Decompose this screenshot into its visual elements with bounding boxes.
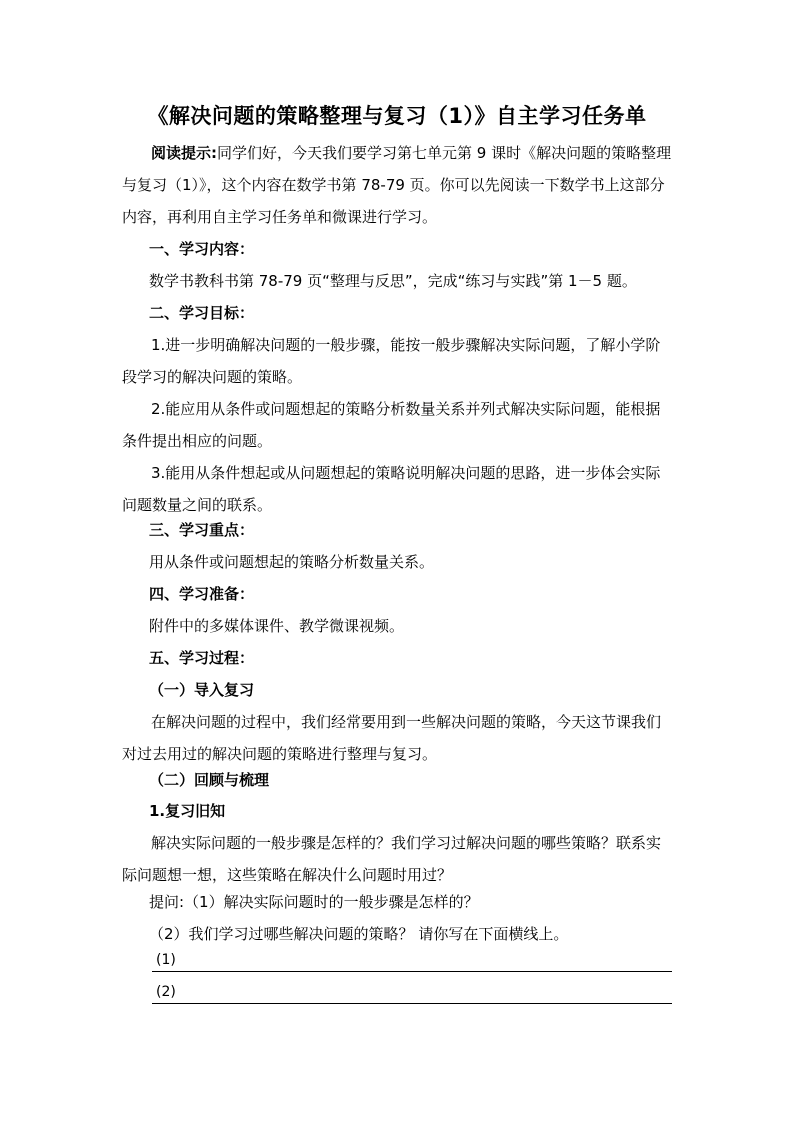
process-heading: 五、学习过程：	[149, 649, 255, 667]
answer-line-2-label: (2)	[156, 984, 176, 1000]
review-heading: 1.复习旧知	[149, 802, 226, 820]
step1-heading: （一）导入复习	[149, 681, 255, 699]
review-text: 解决实际问题的一般步骤是怎样的？我们学习过解决问题的哪些策略？联系实际问题想一想，这些策略在解决什么问题时用过？	[122, 834, 662, 884]
answer-line-1[interactable]	[152, 950, 672, 972]
focus-heading: 三、学习重点：	[149, 521, 255, 539]
page-title: 《解决问题的策略整理与复习（1）》自主学习任务单	[147, 104, 647, 128]
question-1: 提问:（1）解决实际问题时的一般步骤是怎样的？	[149, 893, 479, 911]
goal-1: 1.进一步明确解决问题的一般步骤，能按一般步骤解决实际问题，了解小学阶段学习的解决问题的策略。	[122, 336, 661, 386]
goal-3: 3.能用从条件想起或从问题想起的策略说明解决问题的思路，进一步体会实际问题数量之间的联系。	[122, 464, 661, 514]
reading-tip-text: 同学们好，今天我们要学习第七单元第 9 课时《解决问题的策略整理与复习（1）》，这个内容在数学书第 78-79 页。你可以先阅读一下数学书上这部分内容，再利用自主学习任务单和微课进行学习。	[122, 144, 672, 226]
question-2: （2）我们学习过哪些解决问题的策略？ 请你写在下面横线上。	[149, 925, 569, 943]
step1-text: 在解决问题的过程中，我们经常要用到一些解决问题的策略，今天这节课我们对过去用过的解决问题的策略进行整理与复习。	[122, 713, 662, 763]
prep-text: 附件中的多媒体课件、教学微课视频。	[149, 617, 405, 635]
content-text: 数学书教科书第 78-79 页“整理与反思”，完成“练习与实践”第 1－5 题。	[149, 272, 637, 290]
step2-heading: （二）回顾与梳理	[149, 771, 270, 789]
reading-tip-label: 阅读提示:	[151, 144, 217, 162]
content-heading: 一、学习内容：	[149, 240, 255, 258]
answer-line-2[interactable]	[152, 982, 672, 1004]
answer-line-1-label: (1)	[156, 952, 176, 968]
goals-heading: 二、学习目标：	[149, 304, 255, 322]
focus-text: 用从条件或问题想起的策略分析数量关系。	[149, 553, 435, 571]
reading-tip-paragraph	[122, 137, 674, 233]
goal-2: 2.能应用从条件或问题想起的策略分析数量关系并列式解决实际问题，能根据条件提出相应的问题。	[122, 400, 661, 450]
prep-heading: 四、学习准备：	[149, 585, 255, 603]
